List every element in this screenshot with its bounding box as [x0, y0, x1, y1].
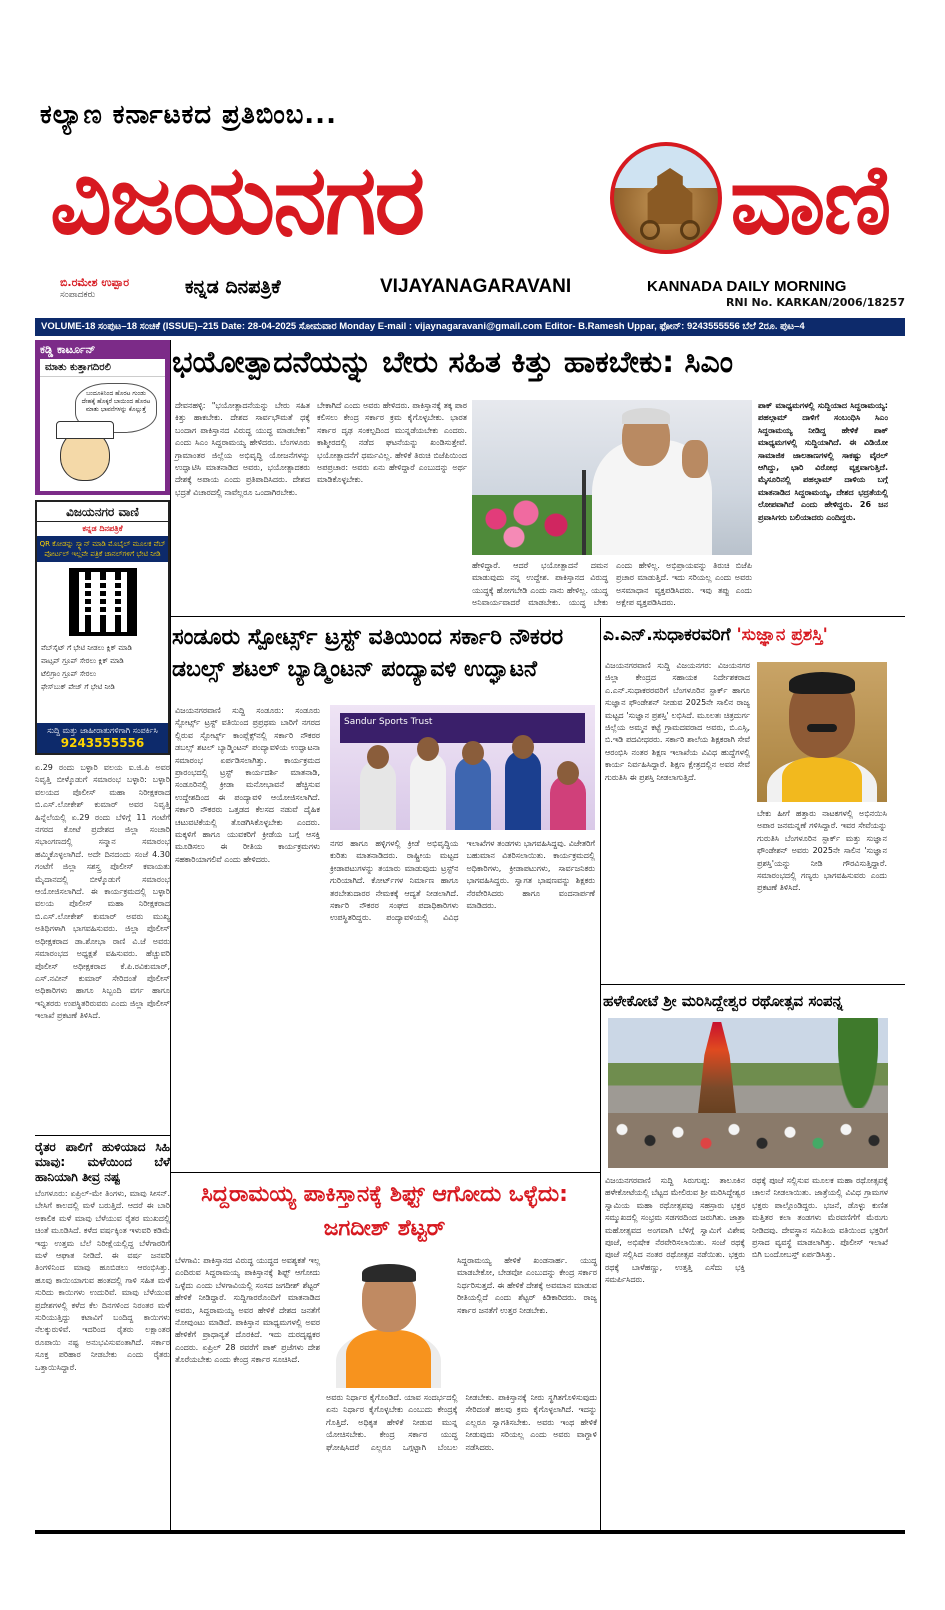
issue-info-bar: VOLUME-18 ಸಂಪುಟ–18 ಸಂಚಿಕೆ (ISSUE)–215 Date: 28-04-2025 ಸೋಮವಾರ Monday E-mail : vijaynagaravani@gmail.com Editor- B.Ramesh Uppar, ಫೋನ್: 9243555556 ಬೆಲೆ 2ರೂ. ಪುಟ–4	[35, 318, 905, 336]
kannada-daily-label: ಕನ್ನಡ ದಿನಪತ್ರಿಕೆ	[185, 276, 281, 298]
cartoon-frame	[40, 359, 165, 491]
chariot-body-col1: ವಿಜಯನಗರವಾಣಿ ಸುದ್ದಿ ಸಿರುಗುಪ್ಪ: ತಾಲೂಕಿನ ಹಳೇಕೋಟೆಯಲ್ಲಿ ಬೆಟ್ಟದ ಮೇಲಿರುವ ಶ್ರೀ ಮರಿಸಿದ್ದೇಶ್ವರ ಸ್ವಾಮಿಯ ಮಹಾ ರಥೋತ್ಸವವು ಸಹಸ್ರಾರು ಭಕ್ತರ ಸಮ್ಮುಖದಲ್ಲಿ ಸಂಭ್ರಮ ಸಡಗರದಿಂದ ಜರುಗಿತು. ಜಾತ್ರಾ ಮಹೋತ್ಸವದ ಅಂಗವಾಗಿ ಬೆಳಿಗ್ಗೆ ಸ್ವಾಮಿಗೆ ವಿಶೇಷ ಪೂಜೆ, ಅಭಿಷೇಕ ನೆರವೇರಿಸಲಾಯಿತು. ಸಂಜೆ ರಥಕ್ಕೆ ಪೂಜೆ ಸಲ್ಲಿಸಿದ ನಂತರ ರಥೋತ್ಸವ ನಡೆಯಿತು. ಭಕ್ತರು ರಥಕ್ಕೆ ಬಾಳೆಹಣ್ಣು, ಉತ್ತತ್ತಿ ಎಸೆದು ಭಕ್ತಿ ಸಮರ್ಪಿಸಿದರು.	[605, 1176, 745, 1285]
english-title: VIJAYANAGARAVANI	[380, 276, 572, 297]
contact-block	[37, 723, 168, 753]
cartoon-cap-icon	[56, 421, 114, 439]
column-divider	[170, 340, 171, 1530]
section-divider	[170, 1172, 600, 1173]
sports-body-col1: ವಿಜಯನಗರವಾಣಿ ಸುದ್ದಿ ಸಂಡೂರು: ಸಂಡೂರು ಸ್ಪೋರ್ಟ್ಸ್ ಟ್ರಸ್ಟ್ ವತಿಯಿಂದ ಪ್ರಪ್ರಥಮ ಬಾರಿಗೆ ನಗರದ ಲ್ಲಿರುವ ಸ್ಪೋರ್ಟ್ಸ್ ಕಾಂಪ್ಲೆಕ್ಸ್‌ನಲ್ಲಿ ಸರ್ಕಾರಿ ನೌಕರರ ಡಬಲ್ಸ್ ಶಟಲ್ ಬ್ಯಾಡ್ಮಿಂಟನ್ ಪಂದ್ಯಾವಳಿಯ ಉದ್ಘಾಟನಾ ಸಮಾರಂಭ ಏರ್ಪಡಿಸಲಾಗಿತ್ತು. ಕಾರ್ಯಕ್ರಮದ ಪ್ರಾರಂಭದಲ್ಲಿ ಟ್ರಸ್ಟ್ ಕಾರ್ಯದರ್ಶಿ ಮಾತನಾಡಿ, ಸಂಡೂರಿನಲ್ಲಿ ಕ್ರೀಡಾ ಮನೋಭಾವನೆ ಹೆಚ್ಚಿಸುವ ಉದ್ದೇಶದಿಂದ ಈ ಪಂದ್ಯಾವಳಿ ಆಯೋಜಿಸಲಾಗಿದೆ. ಸರ್ಕಾರಿ ನೌಕರರು ಒತ್ತಡದ ಕೆಲಸದ ನಡುವೆ ದೈಹಿಕ ಚಟುವಟಿಕೆಯಲ್ಲಿ ತೊಡಗಿಸಿಕೊಳ್ಳಬೇಕು ಎಂದರು. ಮಕ್ಕಳಿಗೆ ಹಾಗೂ ಯುವಕರಿಗೆ ಕ್ರೀಡೆಯ ಬಗ್ಗೆ ಆಸಕ್ತಿ ಮೂಡಿಸಲು ಈ ರೀತಿಯ ಕಾರ್ಯಕ್ರಮಗಳು ಸಹಕಾರಿಯಾಗಲಿವೆ ಎಂದು ಹೇಳಿದರು.	[175, 706, 320, 864]
qr-box-text: QR ಕೋಡನ್ನು ಸ್ಕ್ಯಾನ್ ಮಾಡಿ ಮೊಬೈಲ್ ಮೂಲಕ ವೆಬ್ ಪೋರ್ಟಲ್ ಇಲ್ಲವೇ ಪತ್ರಿಕೆ ಚಾನಲ್‌ಗಳಿಗೆ ಭೇಟಿ ನೀಡಿ	[37, 536, 168, 562]
masthead	[40, 140, 905, 270]
award-body-col2: ಬೇಕು ಹೀಗೆ ಹತ್ತಾರು ನಾಟಕಗಳಲ್ಲಿ ಅಭಿನಯಿಸಿ ಅಪಾರ ಜನಮನ್ನಣೆ ಗಳಿಸಿದ್ದಾರೆ. ಇವರ ಸೇವೆಯನ್ನು ಗುರುತಿಸಿ ಬೆಂಗಳೂರಿನ ಸ್ಪಾರ್ಕ್ ಮತ್ತು ಸುಜ್ಞಾನ ಫೌಂಡೇಶನ್ ಅವರು 2025ನೇ ಸಾಲಿನ 'ಸುಜ್ಞಾನ ಪ್ರಶಸ್ತಿ'ಯನ್ನು ನೀಡಿ ಗೌರವಿಸುತ್ತಿದ್ದಾರೆ. ಸಮಾರಂಭದಲ್ಲಿ ಗಣ್ಯರು ಭಾಗವಹಿಸುವರು ಎಂದು ಪ್ರಕಟಣೆ ತಿಳಿಸಿದೆ.	[757, 809, 887, 893]
chariot-headline: ಹಳೇಕೋಟೆ ಶ್ರೀ ಮರಿಸಿದ್ದೇಶ್ವರ ರಥೋತ್ಸವ ಸಂಪನ್ನ	[603, 992, 843, 1010]
award-headline-name: ಎ.ಎನ್.ಸುಧಾಕರವರಿಗೆ	[603, 625, 731, 645]
lead-body-col2: ಬೇಕಾಗಿದೆ ಎಂದು ಅವರು ಹೇಳಿದರು. ಪಾಕಿಸ್ತಾನಕ್ಕೆ ತಕ್ಕ ಪಾಠ ಕಲಿಸಲು ಕೇಂದ್ರ ಸರ್ಕಾರ ಕ್ರಮ ಕೈಗೊಳ್ಳಬೇಕು. ಭಾರತ ಸರ್ಕಾರ ದೃಢ ಸಂಕಲ್ಪದಿಂದ ಮುನ್ನಡೆಯಬೇಕು ಎಂದರು. ಕಾಶ್ಮೀರದಲ್ಲಿ ನಡೆದ ಘಟನೆಯನ್ನು ಖಂಡಿಸುತ್ತೇವೆ. ಭಯೋತ್ಪಾದನೆಗೆ ಧರ್ಮವಿಲ್ಲ. ಹೇಳಿಕೆ ತಿರುಚಿ ಬಿಜೆಪಿಯಿಂದ ಅಪಪ್ರಚಾರ: ಅವರು ಏನು ಹೇಳಿದ್ದಾರೆ ಎಂಬುದನ್ನು ಅರ್ಥ ಮಾಡಿಕೊಳ್ಳಬೇಕು.	[317, 401, 467, 485]
sudhakar-portrait	[757, 662, 887, 802]
lead-headline: ಭಯೋತ್ಪಾದನೆಯನ್ನು ಬೇರು ಸಹಿತ ಕಿತ್ತು ಹಾಕಬೇಕು: ಸಿಎಂ	[172, 345, 734, 380]
qr-links	[37, 642, 168, 694]
mango-story-headline: ರೈತರ ಪಾಲಿಗೆ ಹುಳಿಯಾದ ಸಿಹಿ ಮಾವು: ಮಳೆಯಿಂದ ಬೆಳೆ ಹಾನಿಯಾಗಿ ತೀವ್ರ ನಷ್ಟ	[35, 1140, 170, 1184]
facebook-link[interactable]: ಫೇಸ್‌ಬುಕ್ ಪೇಜ್ ಗೆ ಭೇಟಿ ನೀಡಿ	[41, 683, 115, 691]
contact-label: ಸುದ್ದಿ ಮತ್ತು ಜಾಹೀರಾತುಗಳಿಗಾಗಿ ಸಂಪರ್ಕಿಸಿ	[47, 726, 158, 735]
qr-promo-box	[35, 500, 170, 755]
sports-headline: ಸಂಡೂರು ಸ್ಪೋರ್ಟ್ಸ್ ಟ್ರಸ್ಟ್ ವತಿಯಿಂದ ಸರ್ಕಾರಿ ನೌಕರರ ಡಬಲ್ಸ್ ಶಟಲ್ ಬ್ಯಾಡ್ಮಿಂಟನ್ ಪಂದ್ಯಾವಳಿ ಉದ್ಘಾಟನೆ	[172, 625, 564, 682]
masthead-subline	[40, 276, 905, 309]
cartoon-panel	[35, 340, 170, 495]
lead-body-col3: ಹೇಳಿದ್ದಾರೆ. ಆದರೆ ಭಯೋತ್ಪಾದನೆ ದಮನ ಮಾಡುವುದು ನನ್ನ ಉದ್ದೇಶ. ಪಾಕಿಸ್ತಾನದ ವಿರುದ್ಧ ಯುದ್ಧಕ್ಕೆ ಹೋಗಬೇಡಿ ಎಂದು ನಾನು ಹೇಳಿಲ್ಲ. ಯುದ್ಧ ಅನಿವಾರ್ಯವಾದರೆ ಮಾಡಬೇಕು. ಯುದ್ಧ ಬೇಕು ಎಂದು ಹೇಳಿಲ್ಲ. ಅಭಿಪ್ರಾಯವನ್ನು ತಿರುಚಿ ಬಿಜೆಪಿ ಪ್ರಚಾರ ಮಾಡುತ್ತಿದೆ. ಇದು ಸರಿಯಲ್ಲ ಎಂದು ಅವರು ಅಸಮಾಧಾನ ವ್ಯಕ್ತಪಡಿಸಿದರು. ಇವು ತಪ್ಪು ಎಂದು ಅಕ್ಷೇಪ ವ್ಯಕ್ತಪಡಿಸಿದರು.	[472, 561, 752, 608]
award-body-col1: ವಿಜಯನಗರವಾಣಿ ಸುದ್ದಿ ವಿಜಯನಗರ: ವಿಜಯನಗರ ಜಿಲ್ಲಾ ಕೇಂದ್ರದ ಸಹಾಯಕ ನಿರ್ದೇಶಕರಾದ ಎ.ಎನ್.ಸುಧಾಕರರವರಿಗೆ ಬೆಂಗಳೂರಿನ ಸ್ಪಾರ್ಕ್ ಹಾಗೂ ಸುಜ್ಞಾನ ಫೌಂಡೇಶನ್ ನೀಡುವ 2025ನೇ ಸಾಲಿನ ರಾಜ್ಯ ಮಟ್ಟದ 'ಸುಜ್ಞಾನ ಪ್ರಶಸ್ತಿ' ಲಭಿಸಿದೆ. ಮೂಲತಃ ಚಿತ್ರದುರ್ಗ ಜಿಲ್ಲೆಯ ಅಮ್ಮನ ಕಟ್ಟೆ ಗ್ರಾಮದವರಾದ ಅವರು, ಬಿ.ಎಸ್ಸಿ, ಬಿ.ಇಡಿ ಪದವೀಧರರು. ಸರ್ಕಾರಿ ಶಾಲೆಯ ಶಿಕ್ಷಕರಾಗಿ ಸೇವೆ ಆರಂಭಿಸಿ ನಂತರ ಶಿಕ್ಷಣ ಇಲಾಖೆಯ ವಿವಿಧ ಹುದ್ದೆಗಳಲ್ಲಿ ಕಾರ್ಯ ನಿರ್ವಹಿಸಿದ್ದಾರೆ. ಶಿಕ್ಷಣ ಕ್ಷೇತ್ರದಲ್ಲಿನ ಅವರ ಸೇವೆ ಗುರುತಿಸಿ ಈ ಪ್ರಶಸ್ತಿ ನೀಡಲಾಗುತ್ತಿದೆ.	[605, 661, 750, 782]
sports-body-col2: ನಗರ ಹಾಗೂ ಹಳ್ಳಿಗಳಲ್ಲಿ ಕ್ರೀಡೆ ಅಭಿವೃದ್ಧಿಯ ಕುರಿತು ಮಾತನಾಡಿದರು. ರಾಷ್ಟ್ರೀಯ ಮಟ್ಟದ ಕ್ರೀಡಾಪಟುಗಳನ್ನು ತಯಾರು ಮಾಡುವುದು ಟ್ರಸ್ಟ್‌ನ ಗುರಿಯಾಗಿದೆ. ಕೋರ್ಟ್‌ಗಳ ನಿರ್ಮಾಣ ಹಾಗೂ ತರಬೇತುದಾರರ ನೇಮಕಕ್ಕೆ ಆದ್ಯತೆ ನೀಡಲಾಗಿದೆ. ಸರ್ಕಾರಿ ನೌಕರರ ಸಂಘದ ಪದಾಧಿಕಾರಿಗಳು ಉಪಸ್ಥಿತರಿದ್ದರು. ಪಂದ್ಯಾವಳಿಯಲ್ಲಿ ವಿವಿಧ ಇಲಾಖೆಗಳ ತಂಡಗಳು ಭಾಗವಹಿಸಿದ್ದವು. ವಿಜೇತರಿಗೆ ಬಹುಮಾನ ವಿತರಿಸಲಾಯಿತು. ಕಾರ್ಯಕ್ರಮದಲ್ಲಿ ಅಧಿಕಾರಿಗಳು, ಕ್ರೀಡಾಪಟುಗಳು, ಸಾರ್ವಜನಿಕರು ಭಾಗವಹಿಸಿದ್ದರು. ಸ್ವಾಗತ ಭಾಷಣವನ್ನು ಶಿಕ್ಷಕರು ನೆರವೇರಿಸಿದರು ಹಾಗೂ ವಂದನಾರ್ಪಣೆ ಮಾಡಿದರು.	[330, 839, 595, 923]
masthead-title-left: ವಿಜಯನಗರ	[50, 143, 424, 256]
shettar-body-col3: ಅವರು ನಿರ್ಧಾರ ಕೈಗೊಂಡಿದೆ. ಯಾವ ಸಂದರ್ಭದಲ್ಲಿ ಏನು ನಿರ್ಧಾರ ಕೈಗೊಳ್ಳಬೇಕು ಎಂಬುದು ಕೇಂದ್ರಕ್ಕೆ ಗೊತ್ತಿದೆ. ಅಧಿಕೃತ ಹೇಳಿಕೆ ನೀಡುವ ಮುನ್ನ ಯೋಚಿಸಬೇಕು. ಕೇಂದ್ರ ಸರ್ಕಾರ ಯುದ್ಧ ಘೋಷಿಸಿದರೆ ಎಲ್ಲರೂ ಒಗ್ಗಟ್ಟಾಗಿ ಬೆಂಬಲ ನೀಡಬೇಕು. ಪಾಕಿಸ್ತಾನಕ್ಕೆ ನೀರು ಸ್ಥಗಿತಗೊಳಿಸುವುದು ಸೇರಿದಂತೆ ಹಲವು ಕ್ರಮ ಕೈಗೊಳ್ಳಲಾಗಿದೆ. ಇದನ್ನು ಎಲ್ಲರೂ ಸ್ವಾಗತಿಸಬೇಕು. ಅವರು ಇಂಥ ಹೇಳಿಕೆ ನೀಡುವುದು ಸರಿಯಲ್ಲ ಎಂದು ಅವರು ವಾಗ್ದಾಳಿ ನಡೆಸಿದರು.	[326, 1393, 597, 1452]
award-headline	[603, 622, 890, 648]
section-divider	[600, 984, 905, 985]
hampi-chariot-logo	[610, 142, 722, 254]
qr-box-subtitle: ಕನ್ನಡ ದಿನಪತ್ರಿಕೆ	[82, 524, 123, 533]
editor-name: ಬಿ.ರಮೇಶ ಉಪ್ಪಾರ	[60, 276, 130, 289]
column-divider	[600, 618, 601, 1530]
telegram-link[interactable]: ಟೆಲಿಗ್ರಾಂ ಗ್ರೂಪ್ ಸೇರಲು	[41, 670, 97, 678]
editor-role: ಸಂಪಾದಕರು	[60, 290, 96, 300]
masthead-tagline: ಕಲ್ಯಾಣ ಕರ್ನಾಟಕದ ಪ್ರತಿಬಿಂಬ...	[40, 100, 337, 130]
cartoon-header: ಕಡ್ಡಿ ಕಾರ್ಟೂನ್	[40, 343, 96, 356]
award-headline-title: 'ಸುಜ್ಞಾನ ಪ್ರಶಸ್ತಿ'	[736, 625, 828, 645]
chariot-body-col2: ರಥಕ್ಕೆ ಪೂಜೆ ಸಲ್ಲಿಸುವ ಮೂಲಕ ಮಹಾ ರಥೋತ್ಸವಕ್ಕೆ ಚಾಲನೆ ನೀಡಲಾಯಿತು. ಜಾತ್ರೆಯಲ್ಲಿ ವಿವಿಧ ಗ್ರಾಮಗಳ ಭಕ್ತರು ಪಾಲ್ಗೊಂಡಿದ್ದರು. ಭಜನೆ, ಡೊಳ್ಳು ಕುಣಿತ ಮತ್ತಿತರ ಕಲಾ ತಂಡಗಳು ಮೆರವಣಿಗೆಗೆ ಮೆರುಗು ನೀಡಿದವು. ದೇವಸ್ಥಾನ ಸಮಿತಿಯ ವತಿಯಿಂದ ಭಕ್ತರಿಗೆ ಪ್ರಸಾದ ವ್ಯವಸ್ಥೆ ಮಾಡಲಾಗಿತ್ತು. ಪೊಲೀಸ್ ಇಲಾಖೆ ಬಿಗಿ ಬಂದೋಬಸ್ತ್ ಏರ್ಪಡಿಸಿತ್ತು.	[752, 1176, 888, 1260]
shettar-portrait	[326, 1258, 451, 1388]
mango-story-body: ಬೆಂಗಳೂರು: ಏಪ್ರಿಲ್-ಮೇ ತಿಂಗಳು, ಮಾವು ಸೀಸನ್. ಬೇಸಿಗೆ ಕಾಲದಲ್ಲಿ ಮಳೆ ಬರುತ್ತಿದೆ. ಆದರೆ ಈ ಬಾರಿ ಅಕಾಲಿಕ ಮಳೆ ಮಾವು ಬೆಳೆಯುವ ರೈತರ ಮುಖದಲ್ಲಿ ಚಿಂತೆ ಮೂಡಿಸಿದೆ. ಕಳೆದ ವರ್ಷಕ್ಕಿಂತ ಇಳುವರಿ ಕಡಿಮೆ ಇದ್ದು ಉತ್ತಮ ಬೆಲೆ ನಿರೀಕ್ಷೆಯಲ್ಲಿದ್ದ ಬೆಳೆಗಾರರಿಗೆ ಮಳೆ ಆಘಾತ ನೀಡಿದೆ. ಈ ವರ್ಷ ಜನವರಿ ತಿಂಗಳಿನಿಂದ ಮಾವು ಹೂಬಿಡಲು ಆರಂಭಿಸಿತ್ತು. ಹೂವು ಕಾಯಿಯಾಗುವ ಹಂತದಲ್ಲಿ ಗಾಳಿ ಸಹಿತ ಮಳೆ ಸುರಿದು ಕಾಯಿಗಳು ಉದುರಿವೆ. ಮಾವು ಬೆಳೆಯುವ ಪ್ರದೇಶಗಳಲ್ಲಿ ಕಳೆದ ಕೆಲ ದಿನಗಳಿಂದ ನಿರಂತರ ಮಳೆ ಸುರಿಯುತ್ತಿದ್ದು ಕಟಾವಿಗೆ ಬಂದಿದ್ದ ಕಾಯಿಗಳು ನೆಲಕ್ಕುರುಳಿವೆ. ಇದರಿಂದ ರೈತರು ಲಕ್ಷಾಂತರ ರೂಪಾಯಿ ನಷ್ಟ ಅನುಭವಿಸುವಂತಾಗಿದೆ. ಸರ್ಕಾರ ಸೂಕ್ತ ಪರಿಹಾರ ನೀಡಬೇಕು ಎಂದು ರೈತರು ಒತ್ತಾಯಿಸಿದ್ದಾರೆ.	[35, 1189, 170, 1372]
page-bottom-rule	[35, 1530, 905, 1534]
shettar-body-col1: ಬೆಳಗಾವಿ: ಪಾಕಿಸ್ತಾನದ ವಿರುದ್ಧ ಯುದ್ಧದ ಅವಶ್ಯಕತೆ ಇಲ್ಲ ಎಂದಿರುವ ಸಿದ್ದರಾಮಯ್ಯ ಪಾಕಿಸ್ತಾನಕ್ಕೆ ಶಿಫ್ಟ್ ಆಗೋದು ಒಳ್ಳೆದು ಎಂದು ಬೆಳಗಾವಿಯಲ್ಲಿ ಸಂಸದ ಜಗದೀಶ್ ಶೆಟ್ಟರ್ ಹೇಳಿಕೆ ನೀಡಿದ್ದಾರೆ. ಸುದ್ದಿಗಾರರೊಂದಿಗೆ ಮಾತನಾಡಿದ ಅವರು, ಸಿದ್ದರಾಮಯ್ಯ ಅವರ ಹೇಳಿಕೆ ದೇಶದ ಜನತೆಗೆ ನೋವುಂಟು ಮಾಡಿದೆ. ಪಾಕಿಸ್ತಾನ ಮಾಧ್ಯಮಗಳಲ್ಲಿ ಅವರ ಹೇಳಿಕೆಗೆ ಪ್ರಾಧಾನ್ಯತೆ ದೊರಕಿದೆ. ಇದು ದುರದೃಷ್ಟಕರ ಎಂದರು. ಏಪ್ರಿಲ್ 28 ರವರೆಗೆ ಪಾಕ್ ಪ್ರಜೆಗಳು ದೇಶ ತೊರೆಯಬೇಕು ಎಂದು ಕೇಂದ್ರ ಸರ್ಕಾರ ಸೂಚಿಸಿದೆ.	[175, 1256, 320, 1365]
rni-number: RNI No. KARKAN/2006/18257	[725, 296, 905, 309]
lead-body-col4: ಪಾಕ್ ಮಾಧ್ಯಮಗಳಲ್ಲಿ ಸುದ್ದಿಯಾದ ಸಿದ್ದರಾಮಯ್ಯ: ಪಹಲ್ಗಾಮ್ ದಾಳಿಗೆ ಸಂಬಂಧಿಸಿ ಸಿಎಂ ಸಿದ್ದರಾಮಯ್ಯ ನೀಡಿದ್ದ ಹೇಳಿಕೆ ಪಾಕ್ ಮಾಧ್ಯಮಗಳಲ್ಲಿ ಸುದ್ದಿಯಾಗಿದೆ. ಈ ವಿಡಿಯೋ ಸಾಮಾಜಿಕ ಜಾಲತಾಣಗಳಲ್ಲಿ ಸಾಕಷ್ಟು ವೈರಲ್ ಆಗಿದ್ದು, ಭಾರಿ ವಿರೋಧ ವ್ಯಕ್ತವಾಗುತ್ತಿದೆ. ಮೈಸೂರಿನಲ್ಲಿ ಪಹಲ್ಗಾಮ್ ದಾಳಿಯ ಬಗ್ಗೆ ಮಾತನಾಡಿದ ಸಿದ್ದರಾಮಯ್ಯ, ದೇಶದ ಭದ್ರತೆಯಲ್ಲಿ ಲೋಪವಾಗಿದೆ ಎಂದು ಹೇಳಿದ್ದರು. 26 ಜನ ಪ್ರವಾಸಿಗರು ಬಲಿಯಾದರು ಎಂದಿದ್ದರು.	[758, 401, 888, 522]
shettar-body-col2: ಸಿದ್ದರಾಮಯ್ಯ ಹೇಳಿಕೆ ಖಂಡನಾರ್ಹ. ಯುದ್ಧ ಮಾಡಬೇಕೋ, ಬೇಡವೋ ಎಂಬುದನ್ನು ಕೇಂದ್ರ ಸರ್ಕಾರ ನಿರ್ಧರಿಸುತ್ತದೆ. ಈ ಹೇಳಿಕೆ ದೇಶಕ್ಕೆ ಅವಮಾನ ಮಾಡುವ ರೀತಿಯಲ್ಲಿದೆ ಎಂದು ಶೆಟ್ಟರ್ ಕಿಡಿಕಾರಿದರು. ರಾಜ್ಯ ಸರ್ಕಾರ ಜನತೆಗೆ ಉತ್ತರ ನೀಡಬೇಕು.	[457, 1256, 597, 1315]
masthead-title-right: ವಾಣಿ	[730, 143, 890, 256]
mango-story	[35, 1135, 170, 1374]
chariot-festival-photo	[608, 1018, 888, 1168]
english-subtitle: KANNADA DAILY MORNING	[647, 278, 847, 295]
cm-photo	[472, 400, 752, 555]
section-divider	[170, 616, 905, 617]
cartoon-caption: ಮಾತು ಕುತ್ತಾಗದಿರಲಿ	[40, 359, 165, 377]
igp-retirement-story: ಏ.29 ರಂದು ಬಳ್ಳಾರಿ ವಲಯ ಐ.ಜಿ.ಪಿ ಅವರ ನಿವೃತ್ತಿ ಬೀಳ್ಕೊಡುಗೆ ಸಮಾರಂಭ ಬಳ್ಳಾರಿ: ಬಳ್ಳಾರಿ ವಲಯದ ಪೊಲೀಸ್ ಮಹಾ ನಿರೀಕ್ಷಕರಾದ ಬಿ.ಎಸ್.ಲೋಕೇಶ್ ಕುಮಾರ್ ಅವರ ನಿವೃತ್ತಿ ಹಿನ್ನೆಲೆಯಲ್ಲಿ ಏ.29 ರಂದು ಬೆಳಿಗ್ಗೆ 11 ಗಂಟೆಗೆ ನಗರದ ಕೋಟೆ ಪ್ರದೇಶದ ಜಿಲ್ಲಾ ಸಂಚಾರಿ ಸಭಾಂಗಣದಲ್ಲಿ ಸನ್ಮಾನ ಸಮಾರಂಭ ಹಮ್ಮಿಕೊಳ್ಳಲಾಗಿದೆ. ಅದೇ ದಿನದಂದು ಸಂಜೆ 4.30 ಗಂಟೆಗೆ ಜಿಲ್ಲಾ ಸಶಸ್ತ್ರ ಪೊಲೀಸ್ ಕವಾಯತು ಮೈದಾನದಲ್ಲಿ ಬೀಳ್ಕೊಡುಗೆ ಸಮಾರಂಭ ಆಯೋಜಿಸಲಾಗಿದೆ. ಈ ಕಾರ್ಯಕ್ರಮದಲ್ಲಿ ಬಳ್ಳಾರಿ ವಲಯ ಪೊಲೀಸ್ ಮಹಾ ನಿರೀಕ್ಷಕರಾದ ಬಿ.ಎಸ್.ಲೋಕೇಶ್ ಕುಮಾರ್ ಅವರು ಮುಖ್ಯ ಅತಿಥಿಗಳಾಗಿ ಭಾಗವಹಿಸುವರು. ಜಿಲ್ಲಾ ಪೊಲೀಸ್ ಅಧೀಕ್ಷಕರಾದ ಡಾ.ಶೋಭಾ ರಾಣಿ ವಿ.ಜೆ ಅವರು ಸಮಾರಂಭದ ಅಧ್ಯಕ್ಷತೆ ವಹಿಸುವರು. ಹೆಚ್ಚುವರಿ ಪೊಲೀಸ್ ಅಧೀಕ್ಷಕರಾದ ಕೆ.ಪಿ.ರವಿಕುಮಾರ್, ಎಸ್.ನವೀನ್ ಕುಮಾರ್ ಸೇರಿದಂತೆ ಪೊಲೀಸ್ ಅಧಿಕಾರಿಗಳು ಹಾಗೂ ಸಿಬ್ಬಂದಿ ವರ್ಗ ಹಾಗೂ ಇನ್ನಿತರರು ಉಪಸ್ಥಿತರಿರುವರು ಎಂದು ಜಿಲ್ಲಾ ಪೊಲೀಸ್ ಇಲಾಖೆ ಪ್ರಕಟಣೆ ತಿಳಿಸಿದೆ.	[35, 763, 170, 1021]
shettar-headline: ಸಿದ್ದರಾಮಯ್ಯ ಪಾಕಿಸ್ತಾನಕ್ಕೆ ಶಿಫ್ಟ್ ಆಗೋದು ಒಳ್ಳೆದು: ಜಗದೀಶ್ ಶೆಟ್ಟರ್	[201, 1182, 568, 1241]
cartoon-speech-bubble: ಬಂದೂಕಿನಿಂದ ಹೊರಟ ಗುಂಡು ದೇಹಕ್ಕೆ ಹೊಕ್ಕರೆ ಬಾಯಿಂದ ಹೊರಟ ಮಾತು ಭಾವನೆಗಳನ್ನು ಕೊಲ್ಲುತ್ತೆ	[75, 383, 157, 433]
website-link[interactable]: ವೆಬ್‌ಸೈಟ್ ಗೆ ಭೇಟಿ ನೀಡಲು ಕ್ಲಿಕ್ ಮಾಡಿ	[41, 644, 132, 652]
whatsapp-link[interactable]: ವಾಟ್ಸಪ್ ಗ್ರೂಪ್ ಸೇರಲು ಕ್ಲಿಕ್ ಮಾಡಿ	[41, 657, 124, 665]
qr-code-icon[interactable]	[69, 568, 137, 636]
qr-box-title: ವಿಜಯನಗರ ವಾಣಿ	[37, 502, 168, 522]
event-banner: Sandur Sports Trust	[340, 713, 585, 743]
contact-phone: 9243555556	[60, 736, 145, 750]
sports-event-photo	[330, 705, 595, 830]
lead-body-col1: ದೇವನಹಳ್ಳಿ: "ಭಯೋತ್ಪಾದನೆಯನ್ನು ಬೇರು ಸಹಿತ ಕಿತ್ತು ಹಾಕಬೇಕು. ದೇಶದ ಸಾರ್ವಭೌಮತೆ ಧಕ್ಕೆ ಬಂದಾಗ ಪಾಕಿಸ್ತಾನದ ವಿರುದ್ಧ ಯುದ್ಧ ಮಾಡಬೇಕು" ಎಂದು ಸಿಎಂ ಸಿದ್ದರಾಮಯ್ಯ ಹೇಳಿದರು. ಬೆಂಗಳೂರು ಗ್ರಾಮಾಂತರ ಜಿಲ್ಲೆಯ ಅಭಿವೃದ್ಧಿ ಯೋಜನೆಗಳನ್ನು ಉದ್ಘಾಟಿಸಿ ಮಾತನಾಡಿದ ಅವರು, ಭಯೋತ್ಪಾದಕರು ದೇಶಕ್ಕೆ ಅಪಾಯ ಎಂದು ಪ್ರತಿಪಾದಿಸಿದರು. ದೇಶದ ಭದ್ರತೆ ವಿಚಾರದಲ್ಲಿ ನಾವೆಲ್ಲರೂ ಒಂದಾಗಿರಬೇಕು.	[175, 401, 310, 497]
